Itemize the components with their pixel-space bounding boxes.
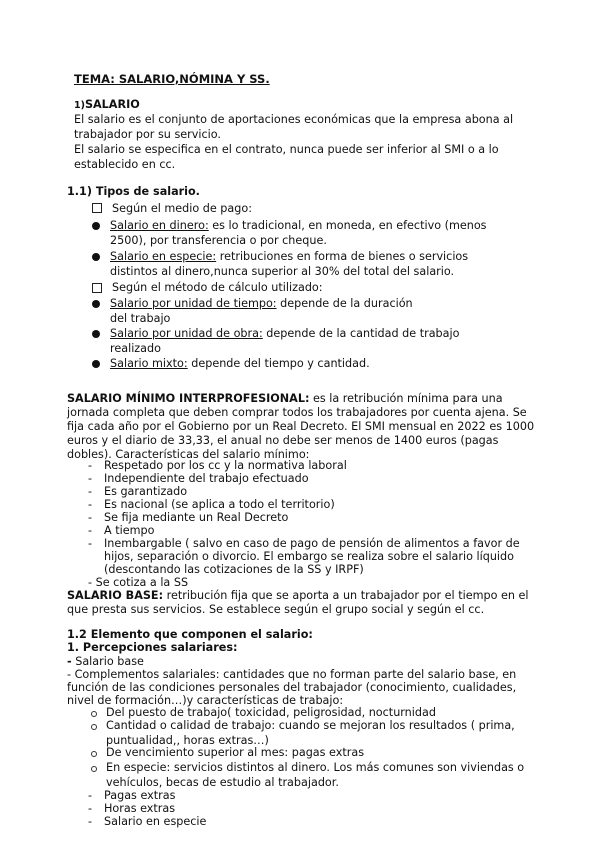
term: Salario en dinero: [110,219,209,232]
paragraph-line: dobles). Características del salario mínimo: [67,448,310,461]
term: SALARIO BASE: [67,589,164,602]
paragraph-line: que presta sus servicios. Se establece según el grupo social y según el cc. [67,603,485,616]
circle-bullet-icon [91,724,97,730]
term: Salario por unidad de tiempo: [110,297,277,310]
list-item: Cantidad o calidad de trabajo: cuando se mejoran los resultados ( prima, [106,719,515,732]
list-item: Horas extras [104,802,176,815]
list-item-cont: distintos al dinero,nunca superior al 30% del total del salario. [110,265,455,278]
paragraph-line: nivel de formación…)y características de trabajo: [67,694,344,707]
dash-icon: - [88,789,93,802]
list-item: Salario en especie: retribuciones en forma de bienes o servicios [110,250,469,263]
bullet-icon [92,300,100,308]
term: SALARIO MÍNIMO INTERPROFESIONAL: [67,392,310,405]
list-item: Se fija mediante un Real Decreto [104,511,289,524]
term: Salario mixto: [110,357,188,370]
list-item: Salario en especie [104,815,207,828]
list-item: Según el medio de pago: [112,202,252,215]
list-item-cont: 2500), por transferencia o por cheque. [110,234,327,247]
dash-icon: - [88,498,93,511]
dash-icon: - [88,537,93,550]
list-item-cont: del trabajo [110,312,171,325]
dash-icon: - [88,485,93,498]
paragraph-line: euros y el diario de 33,33, el anual no debe ser menos de 1400 euros (pagas [67,434,499,447]
list-item: Inembargable ( salvo en caso de pago de pensión de alimentos a favor de [104,537,520,550]
checkbox-square-icon [92,203,102,213]
list-item: - Salario base [67,655,144,668]
paragraph-line: jornada completa que deben comprar todos los trabajadores por cuenta ajena. Se [67,406,527,419]
dash-icon: - [88,511,93,524]
list-item: En especie: servicios distintos al dinero. Los más comunes son viviendas o [106,761,525,774]
paragraph-line: función de las condiciones personales del trabajador (conocimiento, cualidades, [67,681,517,694]
page-title: TEMA: SALARIO,NÓMINA Y SS. [74,72,270,86]
list-item: A tiempo [104,524,155,537]
list-item-cont: hijos, separación o divorcio. El embargo se realiza sobre el salario líquido [104,550,514,563]
paragraph-line: El salario es el conjunto de aportaciones económicas que la empresa abona al [74,113,514,126]
dash-icon: - [88,802,93,815]
list-item-cont: vehículos, becas de estudio al trabajador. [106,776,339,789]
circle-bullet-icon [91,711,97,717]
list-item: Respetado por los cc y la normativa laboral [104,459,347,472]
bullet-icon [92,253,100,261]
checkbox-square-icon [92,283,102,293]
section-number: 1) [74,100,85,111]
list-item: - Se cotiza a la SS [88,576,189,589]
list-item: De vencimiento superior al mes: pagas extras [106,746,365,759]
subsubsection-heading: 1. Percepciones salariares: [67,641,238,654]
circle-bullet-icon [91,751,97,757]
list-item: Salario por unidad de obra: depende de la cantidad de trabajo [110,327,460,340]
base-paragraph-first-line: SALARIO BASE: retribución fija que se aporta a un trabajador por el tiempo en el [67,589,529,602]
term: Salario por unidad de obra: [110,327,263,340]
list-item-cont: puntualidad,, horas extras…) [106,734,269,747]
paragraph-line: - Complementos salariales: cantidades que no forman parte del salario base, en [67,668,517,681]
smi-paragraph-first-line: SALARIO MÍNIMO INTERPROFESIONAL: es la retribución mínima para una [67,392,503,405]
bullet-icon [92,360,100,368]
section-title: SALARIO [84,98,140,111]
term: Salario en especie: [110,250,217,263]
list-item: Salario mixto: depende del tiempo y cantidad. [110,357,370,370]
section-salario-heading [74,98,140,112]
dash-icon: - [88,472,93,485]
paragraph-line: El salario se especifica en el contrato, nunca puede ser inferior al SMI o a lo [74,143,499,156]
list-item: Del puesto de trabajo( toxicidad, peligrosidad, nocturnidad [106,706,436,719]
bullet-icon [92,222,100,230]
list-item: Pagas extras [104,789,176,802]
dash-icon: - [88,524,93,537]
list-item: Según el método de cálculo utilizado: [112,281,323,294]
list-item: Independiente del trabajo efectuado [104,472,309,485]
list-item: Salario en dinero: es lo tradicional, en moneda, en efectivo (menos [110,219,487,232]
list-item-cont: (descontando las cotizaciones de la SS y IRPF) [104,563,364,576]
list-item-cont: realizado [110,342,161,355]
list-item: Salario por unidad de tiempo: depende de la duración [110,297,413,310]
dash-icon: - [88,459,93,472]
list-item: Es nacional (se aplica a todo el territorio) [104,498,335,511]
subsection-heading: 1.1) Tipos de salario. [67,185,200,198]
paragraph-line: trabajador por su servicio. [74,128,221,141]
list-item: Es garantizado [104,485,188,498]
bullet-icon [92,330,100,338]
subsection-heading: 1.2 Elemento que componen el salario: [67,628,313,641]
dash-icon: - [88,815,93,828]
paragraph-line: establecido en cc. [74,158,176,171]
circle-bullet-icon [91,766,97,772]
paragraph-line: fija cada año por el Gobierno por un Real Decreto. El SMI mensual en 2022 es 1000 [67,420,535,433]
